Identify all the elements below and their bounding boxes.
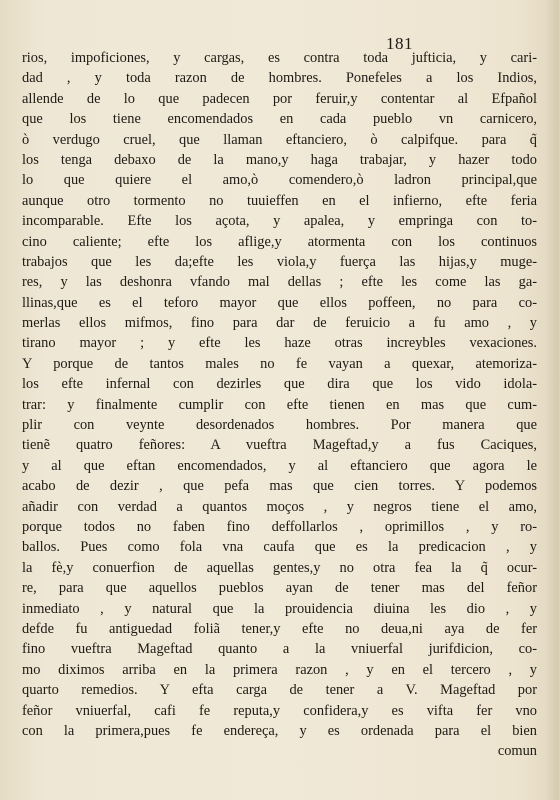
text-line: allende de lo que padecen por feruir,y contentar al Efpañol xyxy=(22,90,537,107)
text-line: acabo de dezir , que pefa mas que cien torres. Y podemos xyxy=(22,478,537,495)
text-line: inmediato , y natural que la prouidencia diuina les dio , y xyxy=(22,600,537,617)
catchword: comun xyxy=(497,743,537,760)
text-line: tienẽ quatro feñores: A vueftra Mageftad,y a fus Caciques, xyxy=(22,437,537,454)
text-line: porque todos no faben fino deffollarlos , oprimillos , y ro- xyxy=(22,518,537,535)
page-number: 181 xyxy=(386,34,413,53)
page-edge-shading xyxy=(545,0,559,800)
text-line: aunque otro tormento no tuuieffen en el infierno, efte feria xyxy=(22,192,537,209)
text-line: cino caliente; efte los aflige,y atormenta con los continuos xyxy=(22,233,537,250)
text-line: defde fu antiguedad foliã tener,y efte no deua,ni aya de fer xyxy=(22,620,537,637)
text-line: merlas ellos mifmos, fino para dar de feruicio a fu amo , y xyxy=(22,315,537,332)
text-line: añadir con verdad a quantos moços , y negros tiene el amo, xyxy=(22,498,537,515)
text-line: dad , y toda razon de hombres. Ponefeles a los Indios, xyxy=(22,70,537,87)
text-line: la fè,y conuerfion de aquellas gentes,y no otra fea la q̃ ocur- xyxy=(22,559,537,576)
text-line: re, para que aquellos pueblos ayan de tener mas del feñor xyxy=(22,580,537,597)
text-line: plir con veynte desordenados hombres. Por manera que xyxy=(22,417,537,434)
text-line: ballos. Pues como fola vna caufa que es la predicacion , y xyxy=(22,539,537,556)
body-text xyxy=(22,48,537,762)
text-line: lo que quiere el amo,ò comendero,ò ladron principal,que xyxy=(22,172,537,189)
text-line: feñor vniuerfal, cafi fe reputa,y confidera,y es vifta fer vno xyxy=(22,702,537,719)
text-line: fino vueftra Mageftad quanto a la vniuerfal jurifdicion, co- xyxy=(22,641,537,658)
text-line: res, y las deshonra vfando mal dellas ; efte les come las ga- xyxy=(22,274,537,291)
text-line: mo diximos arriba en la primera razon , y en el tercero , y xyxy=(22,661,537,678)
text-line: que los tiene encomendados en cada pueblo vn carnicero, xyxy=(22,111,537,128)
text-line: trar: y finalmente cumplir con efte tienen en mas que cum- xyxy=(22,396,537,413)
text-line: Y porque de tantos males no fe vayan a quexar, atemoriza- xyxy=(22,355,537,372)
text-line: tirano mayor ; y efte les haze otras increybles vexaciones. xyxy=(22,335,537,352)
text-line: llinas,que es el teforo mayor que ellos poffeen, no para co- xyxy=(22,294,537,311)
text-line: trabajos que les da;efte les viola,y fuerça las hijas,y muge- xyxy=(22,253,537,270)
text-line: ò verdugo cruel, que llaman eftanciero, ò calpifque. para q̃ xyxy=(22,131,537,148)
text-line: los tenga debaxo de la mano,y haga trabajar, y hazer todo xyxy=(22,151,537,168)
text-line: incomparable. Efte los açota, y apalea, y empringa con to- xyxy=(22,213,537,230)
text-line: y al que eftan encomendados, y al eftanciero que agora le xyxy=(22,457,537,474)
text-line: rios, impoficiones, y cargas, es contra toda jufticia, y cari- xyxy=(22,50,537,66)
text-line: los efte infernal con dezirles que dira que los vido idola- xyxy=(22,376,537,393)
text-line: quarto remedios. Y efta carga de tener a V. Mageftad por xyxy=(22,682,537,699)
text-line: con la primera,pues fe endereça, y es ordenada para el bien xyxy=(22,722,537,739)
